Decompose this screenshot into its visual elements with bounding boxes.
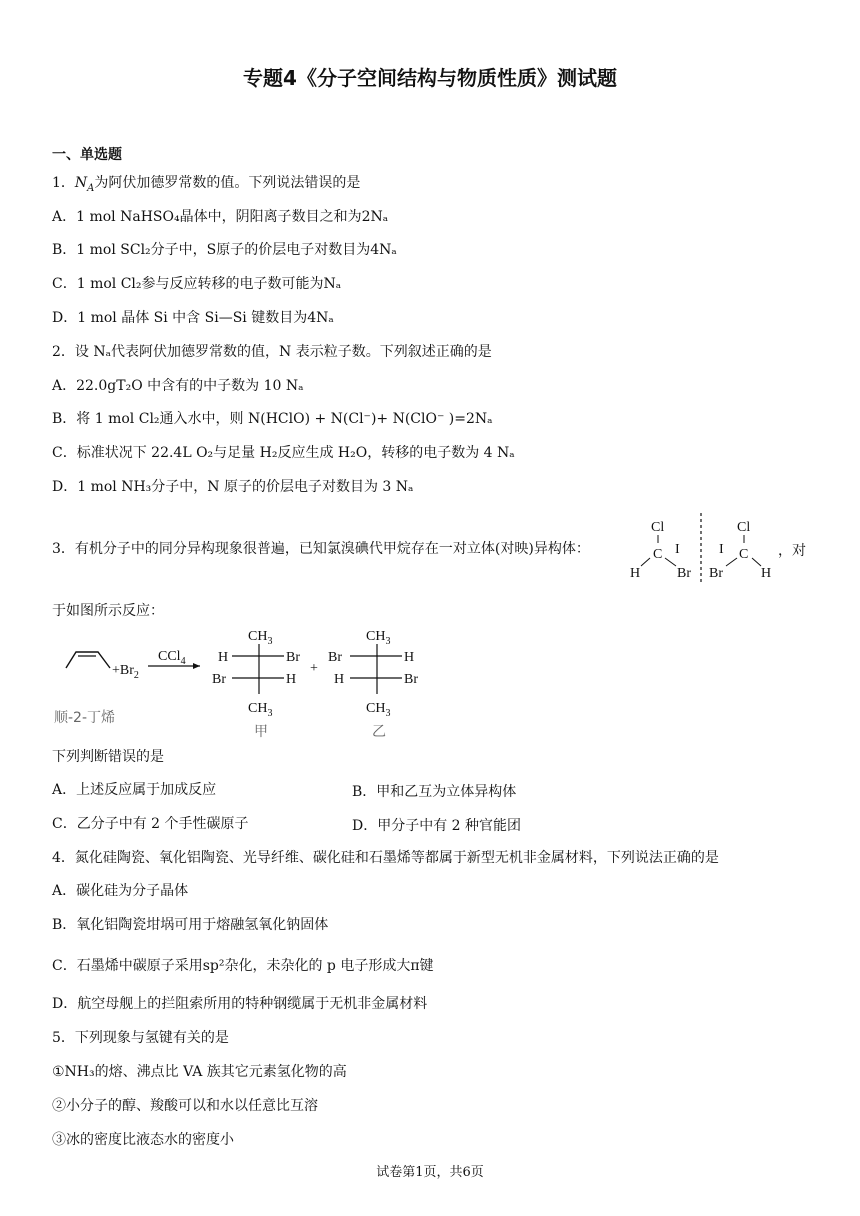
question-4-stem: 4．氮化硅陶瓷、氧化铝陶瓷、光导纤维、碳化硅和石墨烯等都属于新型无机非金属材料，下列说法正确的是 [52,850,719,866]
question-3-stem: 3．有机分子中的同分异构现象很普遍，已知氯溴碘代甲烷存在一对立体(对映)异构体： [52,541,590,557]
jia-label: 甲 [254,724,268,740]
question-5-item-3: ③冰的密度比液态水的密度小 [52,1132,234,1148]
jia-h-lower: H [286,672,297,687]
plus-sign: + [310,661,318,676]
page-footer: 试卷第1页，共6页 [376,1165,484,1180]
enantiomer-left-h: H [630,566,641,581]
question-2-option-b: B．将 1 mol Cl₂通入水中，则 N(HClO) + N(Cl⁻)+ N(ClO⁻ )=2Nₐ [52,411,493,427]
question-3-stem-tail: ，对 [778,543,806,559]
enantiomer-left-br: Br [677,566,691,581]
jia-ch3-bottom: $CH_3$ [248,701,273,719]
question-3-option-a: A．上述反应属于加成反应 [52,782,217,798]
question-3-judge: 下列判断错误的是 [52,749,164,765]
jia-h-upper: H [218,650,229,665]
ccl4-label: CCl$_4$ [158,649,186,667]
reaction-figure [52,622,452,740]
question-1-option-c: C．1 mol Cl₂参与反应转移的电子数可能为Nₐ [52,276,342,292]
enantiomer-left-cl: Cl [651,520,665,535]
enantiomer-figure [625,513,785,585]
question-2-option-a: A．22.0gT₂O 中含有的中子数为 10 Nₐ [52,378,304,394]
br2-reagent: $+Br_2$ [112,663,139,681]
question-2-option-c: C．标准状况下 22.4L O₂与足量 H₂反应生成 H₂O，转移的电子数为 4 Nₐ [52,445,515,461]
question-4-option-a: A．碳化硅为分子晶体 [52,883,189,899]
yi-ch3-bottom: $CH_3$ [366,701,391,719]
enantiomer-right-i: I [719,542,724,557]
question-2-stem: 2．设 Nₐ代表阿伏加德罗常数的值，N 表示粒子数。下列叙述正确的是 [52,344,492,360]
enantiomer-left-c: C [653,547,663,562]
question-3-option-c: C．乙分子中有 2 个手性碳原子 [52,816,249,832]
question-4-option-c: C．石墨烯中碳原子采用sp²杂化，未杂化的 p 电子形成大π键 [52,958,434,974]
section-heading: 一、单选题 [52,147,122,163]
question-2-option-d: D．1 mol NH₃分子中，N 原子的价层电子对数目为 3 Nₐ [52,479,414,495]
enantiomer-right-c: C [739,547,749,562]
question-1-option-d: D．1 mol 晶体 Si 中含 Si—Si 键数目为4Nₐ [52,310,334,326]
question-5-item-1: ①NH₃的熔、沸点比 VA 族其它元素氢化物的高 [52,1064,347,1080]
yi-label: 乙 [372,724,386,740]
question-5-item-2: ②小分子的醇、羧酸可以和水以任意比互溶 [52,1098,318,1114]
jia-br-lower: Br [212,672,226,687]
enantiomer-left-i: I [675,542,680,557]
enantiomer-right-br: Br [709,566,723,581]
question-4-option-b: B．氧化铝陶瓷坩埚可用于熔融氢氧化钠固体 [52,917,329,933]
question-4-option-d: D．航空母舰上的拦阻索所用的特种钢缆属于无机非金属材料 [52,996,428,1012]
page-title: 专题4《分子空间结构与物质性质》测试题 [243,66,617,90]
question-3-option-d: D．甲分子中有 2 种官能团 [352,818,522,834]
enantiomer-right-h: H [761,566,772,581]
butene-label: 顺-2-丁烯 [54,710,116,726]
yi-ch3-top: $CH_3$ [366,629,391,647]
question-3-option-b: B．甲和乙互为立体异构体 [352,784,517,800]
yi-h-upper: H [404,650,415,665]
question-1-stem: 1．$N_A$为阿伏加德罗常数的值。下列说法错误的是 [52,175,361,194]
jia-br-upper: Br [286,650,300,665]
yi-br-upper: Br [328,650,342,665]
question-3-stem-line2: 于如图所示反应： [52,603,164,619]
butene-skeleton [66,652,110,668]
question-1-option-b: B．1 mol SCl₂分子中，S原子的价层电子对数目为4Nₐ [52,242,397,258]
yi-br-lower: Br [404,672,418,687]
enantiomer-right-cl: Cl [737,520,751,535]
jia-ch3-top: $CH_3$ [248,629,273,647]
yi-h-lower: H [334,672,345,687]
question-5-stem: 5．下列现象与氢键有关的是 [52,1030,229,1046]
question-1-option-a: A．1 mol NaHSO₄晶体中，阴阳离子数目之和为2Nₐ [52,209,389,225]
